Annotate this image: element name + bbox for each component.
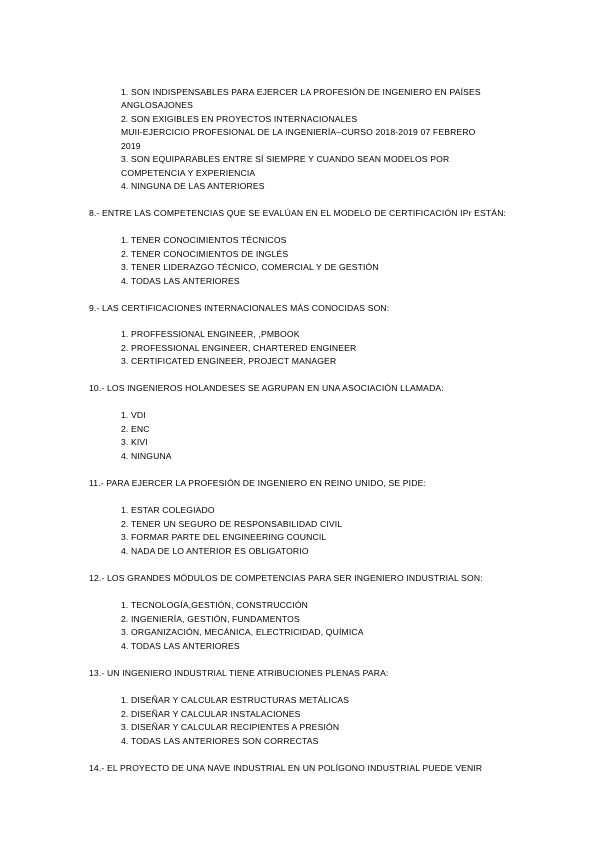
page-header-line: MUII-EJERCICIO PROFESIONAL DE LA INGENIERÍA–CURSO 2018-2019 07 FEBRERO — [121, 127, 476, 137]
question-8: 8.- ENTRE LAS COMPETENCIAS QUE SE EVALÚAN EN EL MODELO DE CERTIFICACIÓN IPr ESTÁN: — [89, 208, 507, 218]
question-8-option-2: 2. TENER CONOCIMIENTOS DE INGLÉS — [121, 249, 289, 259]
option-line: 3. SON EQUIPARABLES ENTRE SÍ SIEMPRE Y CUANDO SEAN MODELOS POR — [121, 154, 450, 164]
question-9: 9.- LAS CERTIFICACIONES INTERNACIONALES MÁS CONOCIDAS SON: — [89, 303, 390, 313]
question-8-option-3: 3. TENER LIDERAZGO TÉCNICO, COMERCIAL Y DE GESTIÓN — [121, 262, 379, 272]
option-line: COMPETENCIA Y EXPERIENCIA — [121, 168, 256, 178]
question-12-option-1: 1. TECNOLOGÍA,GESTIÓN, CONSTRUCCIÓN — [121, 600, 309, 610]
question-8-option-1: 1. TENER CONOCIMIENTOS TÉCNICOS — [121, 235, 287, 245]
question-11-option-4: 4. NADA DE LO ANTERIOR ES OBLIGATORIO — [121, 546, 309, 556]
question-12-option-3: 3. ORGANIZACIÓN, MECÁNICA, ELECTRICIDAD, QUÍMICA — [121, 627, 364, 637]
question-12: 12.- LOS GRANDES MÓDULOS DE COMPETENCIAS PARA SER INGENIERO INDUSTRIAL SON: — [89, 573, 483, 583]
option-line: ANGLOSAJONES — [121, 100, 194, 110]
question-13-option-4: 4. TODAS LAS ANTERIORES SON CORRECTAS — [121, 736, 319, 746]
question-10-option-1: 1. VDI — [121, 410, 146, 420]
question-12-option-4: 4. TODAS LAS ANTERIORES — [121, 641, 240, 651]
question-11-option-2: 2. TENER UN SEGURO DE RESPONSABILIDAD CIVIL — [121, 519, 343, 529]
option-line: 2. SON EXIGIBLES EN PROYECTOS INTERNACIONALES — [121, 114, 358, 124]
question-12-option-2: 2. INGENIERÍA, GESTIÓN, FUNDAMENTOS — [121, 614, 300, 624]
question-10-option-4: 4. NINGUNA — [121, 451, 172, 461]
option-line: 4. NINGUNA DE LAS ANTERIORES — [121, 181, 265, 191]
question-10-option-3: 3. KIVI — [121, 437, 148, 447]
question-13: 13.- UN INGENIERO INDUSTRIAL TIENE ATRIBUCIONES PLENAS PARA: — [89, 668, 389, 678]
question-10: 10.- LOS INGENIEROS HOLANDESES SE AGRUPAN EN UNA ASOCIACIÓN LLAMADA: — [89, 383, 444, 393]
question-9-option-1: 1. PROFFESSIONAL ENGINEER, ,PMBOOK — [121, 329, 300, 339]
question-11-option-3: 3. FORMAR PARTE DEL ENGINEERING COUNCIL — [121, 532, 327, 542]
question-8-option-4: 4. TODAS LAS ANTERIORES — [121, 276, 240, 286]
question-14: 14.- EL PROYECTO DE UNA NAVE INDUSTRIAL EN UN POLÍGONO INDUSTRIAL PUEDE VENIR — [89, 763, 483, 773]
question-13-option-2: 2. DISEÑAR Y CALCULAR INSTALACIONES — [121, 709, 301, 719]
question-9-option-2: 2. PROFESSIONAL ENGINEER, CHARTERED ENGINEER — [121, 343, 357, 353]
option-line: 1. SON INDISPENSABLES PARA EJERCER LA PROFESIÓN DE INGENIERO EN PAÍSES — [121, 87, 481, 97]
question-13-option-1: 1. DISEÑAR Y CALCULAR ESTRUCTURAS METÁLICAS — [121, 695, 350, 705]
question-11-option-1: 1. ESTAR COLEGIADO — [121, 505, 215, 515]
question-10-option-2: 2. ENC — [121, 424, 150, 434]
question-11: 11.- PARA EJERCER LA PROFESIÓN DE INGENIERO EN REINO UNIDO, SE PIDE: — [89, 478, 426, 488]
page-header-line: 2019 — [121, 141, 141, 151]
question-9-option-3: 3. CERTIFICATED ENGINEER, PROJECT MANAGER — [121, 356, 337, 366]
question-13-option-3: 3. DISEÑAR Y CALCULAR RECIPIENTES A PRESIÓN — [121, 722, 340, 732]
